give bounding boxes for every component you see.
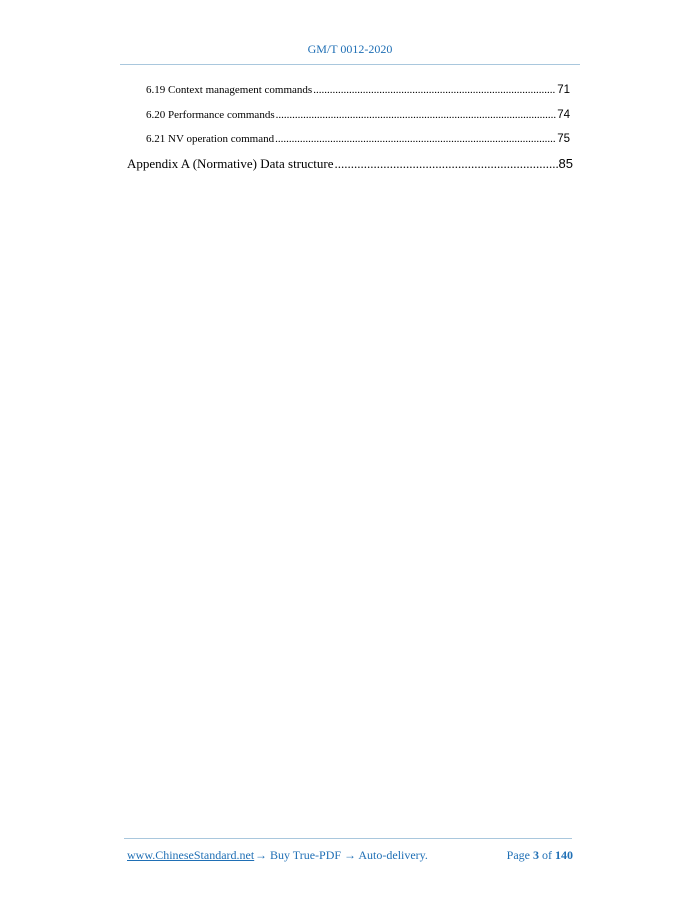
- page-indicator: [507, 848, 573, 863]
- toc-entry-appendix-a[interactable]: [127, 156, 573, 172]
- dot-leader: [335, 156, 558, 172]
- page-total: 140: [555, 848, 573, 862]
- toc-entry-label: Appendix A (Normative) Data structure: [127, 156, 334, 171]
- dot-leader: [313, 84, 556, 96]
- toc-entry-label: 6.19 Context management commands: [146, 84, 313, 96]
- toc-entry-page: 75: [557, 133, 570, 145]
- toc-entry-label: 6.20 Performance commands: [146, 109, 275, 121]
- toc-entry-label: 6.21 NV operation command: [146, 133, 275, 145]
- dot-leader: [275, 133, 556, 145]
- toc-entry-6-19[interactable]: [146, 84, 570, 96]
- website-link[interactable]: www.ChineseStandard.net: [127, 848, 255, 862]
- dot-leader: [276, 109, 557, 121]
- header-divider: [120, 64, 580, 65]
- delivery-note: → Buy True-PDF → Auto-delivery.: [255, 848, 428, 862]
- page-current: 3: [533, 848, 539, 862]
- document-code-header: GM/T 0012-2020: [307, 42, 393, 56]
- toc-entry-6-20[interactable]: [146, 109, 570, 121]
- toc-entry-page: 71: [557, 84, 570, 96]
- toc-entry-page: 74: [557, 109, 570, 121]
- toc-entry-6-21[interactable]: [146, 133, 570, 145]
- page-prefix: Page: [506, 848, 530, 862]
- toc-entry-page: 85: [558, 156, 573, 171]
- footer-divider: [124, 838, 572, 839]
- page-of: of: [542, 848, 552, 862]
